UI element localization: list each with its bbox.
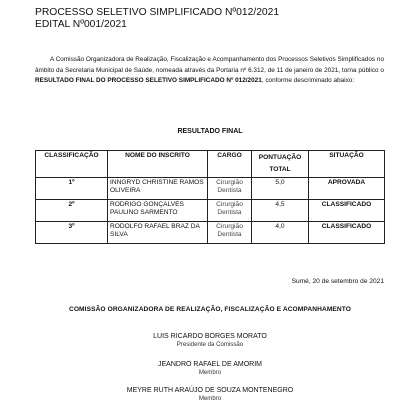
cell-nome: RODRIGO GONÇALVES PAULINO SARMENTO <box>108 200 208 222</box>
cell-situacao: CLASSIFICADO <box>309 200 385 222</box>
table-row <box>36 178 385 200</box>
signatory-name: MEYRE RUTH ARAÚJO DE SOUZA MONTENEGRO <box>126 387 294 394</box>
cell-cargo: Cirurgião Dentista <box>208 222 252 244</box>
intro-bold-text: RESULTADO FINAL DO PROCESSO SELETIVO SIMPLIFICADO Nº 012/2021 <box>35 77 262 85</box>
signatory-name: LUIS RICARDO BORGES MORATO <box>153 333 267 340</box>
intro-paragraph <box>35 55 384 87</box>
cell-pontuacao: 4,0 <box>252 222 309 244</box>
signatory-role: Presidente da Comissão <box>176 341 244 348</box>
cell-nome: RODOLFO RAFAEL BRAZ DA SILVA <box>108 222 208 244</box>
cell-situacao: CLASSIFICADO <box>309 222 385 244</box>
table-header-row <box>36 151 385 178</box>
commission-title: COMISSÃO ORGANIZADORA DE REALIZAÇÃO, FISCALIZAÇÃO E ACOMPANHAMENTO <box>68 306 352 313</box>
header-pontuacao: PONTUAÇÃO TOTAL <box>252 151 309 178</box>
intro-text-end: , conforme descriminado abaixo: <box>261 77 355 85</box>
cell-cargo: Cirurgião Dentista <box>208 200 252 222</box>
header-classificacao: CLASSIFICAÇÃO <box>36 151 108 178</box>
cell-pontuacao: 4,5 <box>252 200 309 222</box>
table-row <box>36 222 385 244</box>
signatory-role: Membro <box>198 369 222 376</box>
cell-nome: INNGRYD CHRISTINE RAMOS OLIVEIRA <box>108 178 208 200</box>
header-cargo: CARGO <box>208 151 252 178</box>
header-nome: NOME DO INSCRITO <box>108 151 208 178</box>
edital-number: EDITAL Nº001/2021 <box>35 19 127 30</box>
intro-text-start: A Comissão Organizadora de Realização, Fiscalização e Acompanhamento dos Processos Seletivos Simplificados no âmbito da Secretaria Municipal de Saúde, nomeada através da Portaria nº 6.312, de 11 de janeiro de 2021, torna público o <box>35 56 384 74</box>
cell-classificacao: 1º <box>36 178 108 200</box>
cell-situacao: APROVADA <box>309 178 385 200</box>
date-line: Sumé, 20 de setembro de 2021 <box>291 278 384 285</box>
results-table <box>35 150 385 244</box>
cell-classificacao: 3º <box>36 222 108 244</box>
section-title: RESULTADO FINAL <box>177 128 243 135</box>
cell-pontuacao: 5,0 <box>252 178 309 200</box>
signatory <box>0 386 420 403</box>
signatory-role: Membro <box>198 395 222 402</box>
cell-cargo: Cirurgião Dentista <box>208 178 252 200</box>
cell-classificacao: 2º <box>36 200 108 222</box>
header-situacao: SITUAÇÃO <box>309 151 385 178</box>
table-row <box>36 200 385 222</box>
signatory <box>0 360 420 377</box>
signatory <box>0 332 420 349</box>
process-title: PROCESSO SELETIVO SIMPLIFICADO Nº012/2021 <box>35 7 280 18</box>
signatory-name: JEANDRO RAFAEL DE AMORIM <box>158 361 262 368</box>
